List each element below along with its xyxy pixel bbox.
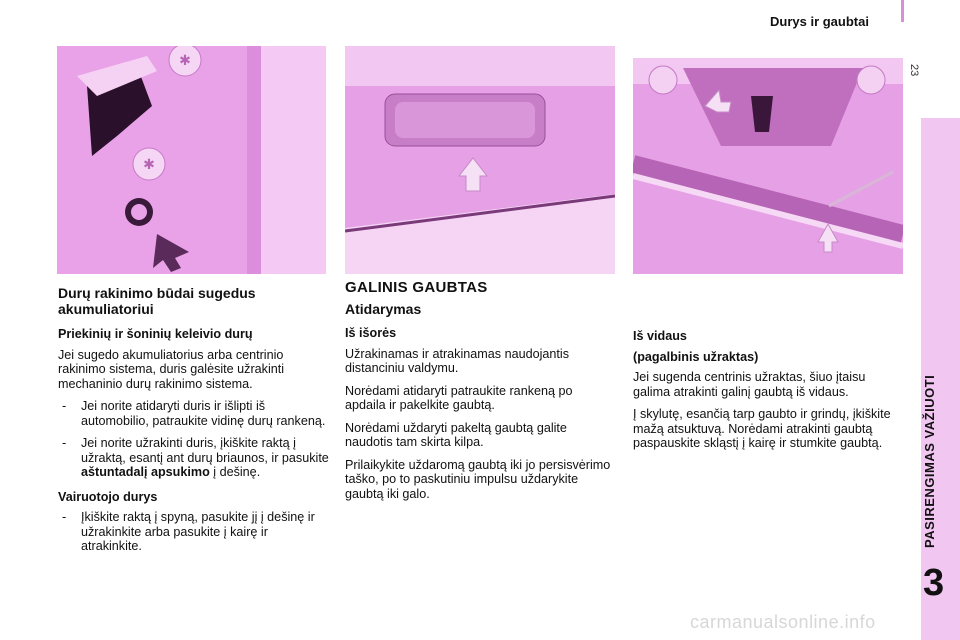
paragraph-mechanical-lock: Jei sugedo akumuliatorius arba centrinio rakinimo sistema, duris galėsite užrakinti mechaninio durų rakinimo sistema.: [58, 347, 285, 391]
paragraph: Prilaikykite uždaromą gaubtą iki jo persisvėrimo taško, po to paskutiniu impulsu uždarykite gaubtą iki galo.: [345, 457, 611, 501]
paragraph: Jei sugenda centrinis užraktas, šiuo įtaisu galima atrakinti galinį gaubtą iš vidaus.: [633, 370, 866, 399]
list-item: - Jei norite atidaryti duris ir išlipti iš automobilio, patraukite vidinę durų rankeną.: [62, 399, 326, 428]
paragraph: Norėdami uždaryti pakeltą gaubtą galite naudotis tam skirta kilpa.: [345, 420, 567, 449]
subheading-outside: Iš išorės: [345, 326, 397, 340]
photo-door-lock: [57, 46, 326, 274]
subheading-driver-door: Vairuotojo durys: [58, 489, 158, 504]
section-title-tailgate: GALINIS GAUBTAS: [345, 279, 488, 296]
list-item: - Jei norite užrakinti duris, įkiškite raktą į užraktą, esantį ant durų briaunos, ir pasukite aštuntadalį apsukimo į dešinę.: [62, 436, 329, 479]
section-title-vertical: PASIRENGIMAS VAŽIUOTI: [922, 374, 937, 548]
section-heading-battery: Durų rakinimo būdai sugedus akumuliatoriui: [58, 285, 256, 317]
photo-tailgate-latch: [633, 46, 903, 274]
subheading-auxiliary-lock: (pagalbinis užraktas): [633, 349, 759, 364]
page-number: 23: [908, 64, 920, 77]
page-header-title: Durys ir gaubtai: [770, 14, 869, 29]
paragraph: Į skylutę, esančią tarp gaubto ir grindų, įkiškite mažą atsuktuvą. Norėdami atrakinti gaubtą paspauskite skląstį į kairę ir stumkite gaubtą.: [633, 407, 891, 450]
subheading-inside: Iš vidaus: [633, 329, 687, 343]
list-item: - Įkiškite raktą į spyną, pasukite jį į dešinę ir užrakinkite arba pasukite į kairę ir atrakinkite.: [62, 510, 315, 553]
column-battery-failure: [58, 285, 332, 562]
paragraph: Užrakinamas ir atrakinamas naudojantis distanciniu valdymu.: [345, 346, 569, 375]
column-tailgate-interior: [633, 329, 905, 459]
header-accent-bar: [901, 0, 904, 22]
svg-text:✱: ✱: [179, 52, 191, 68]
photo-tailgate-handle: [345, 46, 615, 274]
subheading-front-doors: Priekinių ir šoninių keleivio durų: [58, 327, 253, 341]
paragraph: Norėdami atidaryti patraukite rankeną po apdaila ir pakelkite gaubtą.: [345, 383, 573, 412]
svg-text:✱: ✱: [143, 156, 155, 172]
column-tailgate-exterior: [345, 281, 615, 509]
subsection-title-opening: Atidarymas: [345, 300, 422, 317]
chapter-number: 3: [923, 562, 945, 604]
watermark: carmanualsonline.info: [690, 612, 876, 632]
